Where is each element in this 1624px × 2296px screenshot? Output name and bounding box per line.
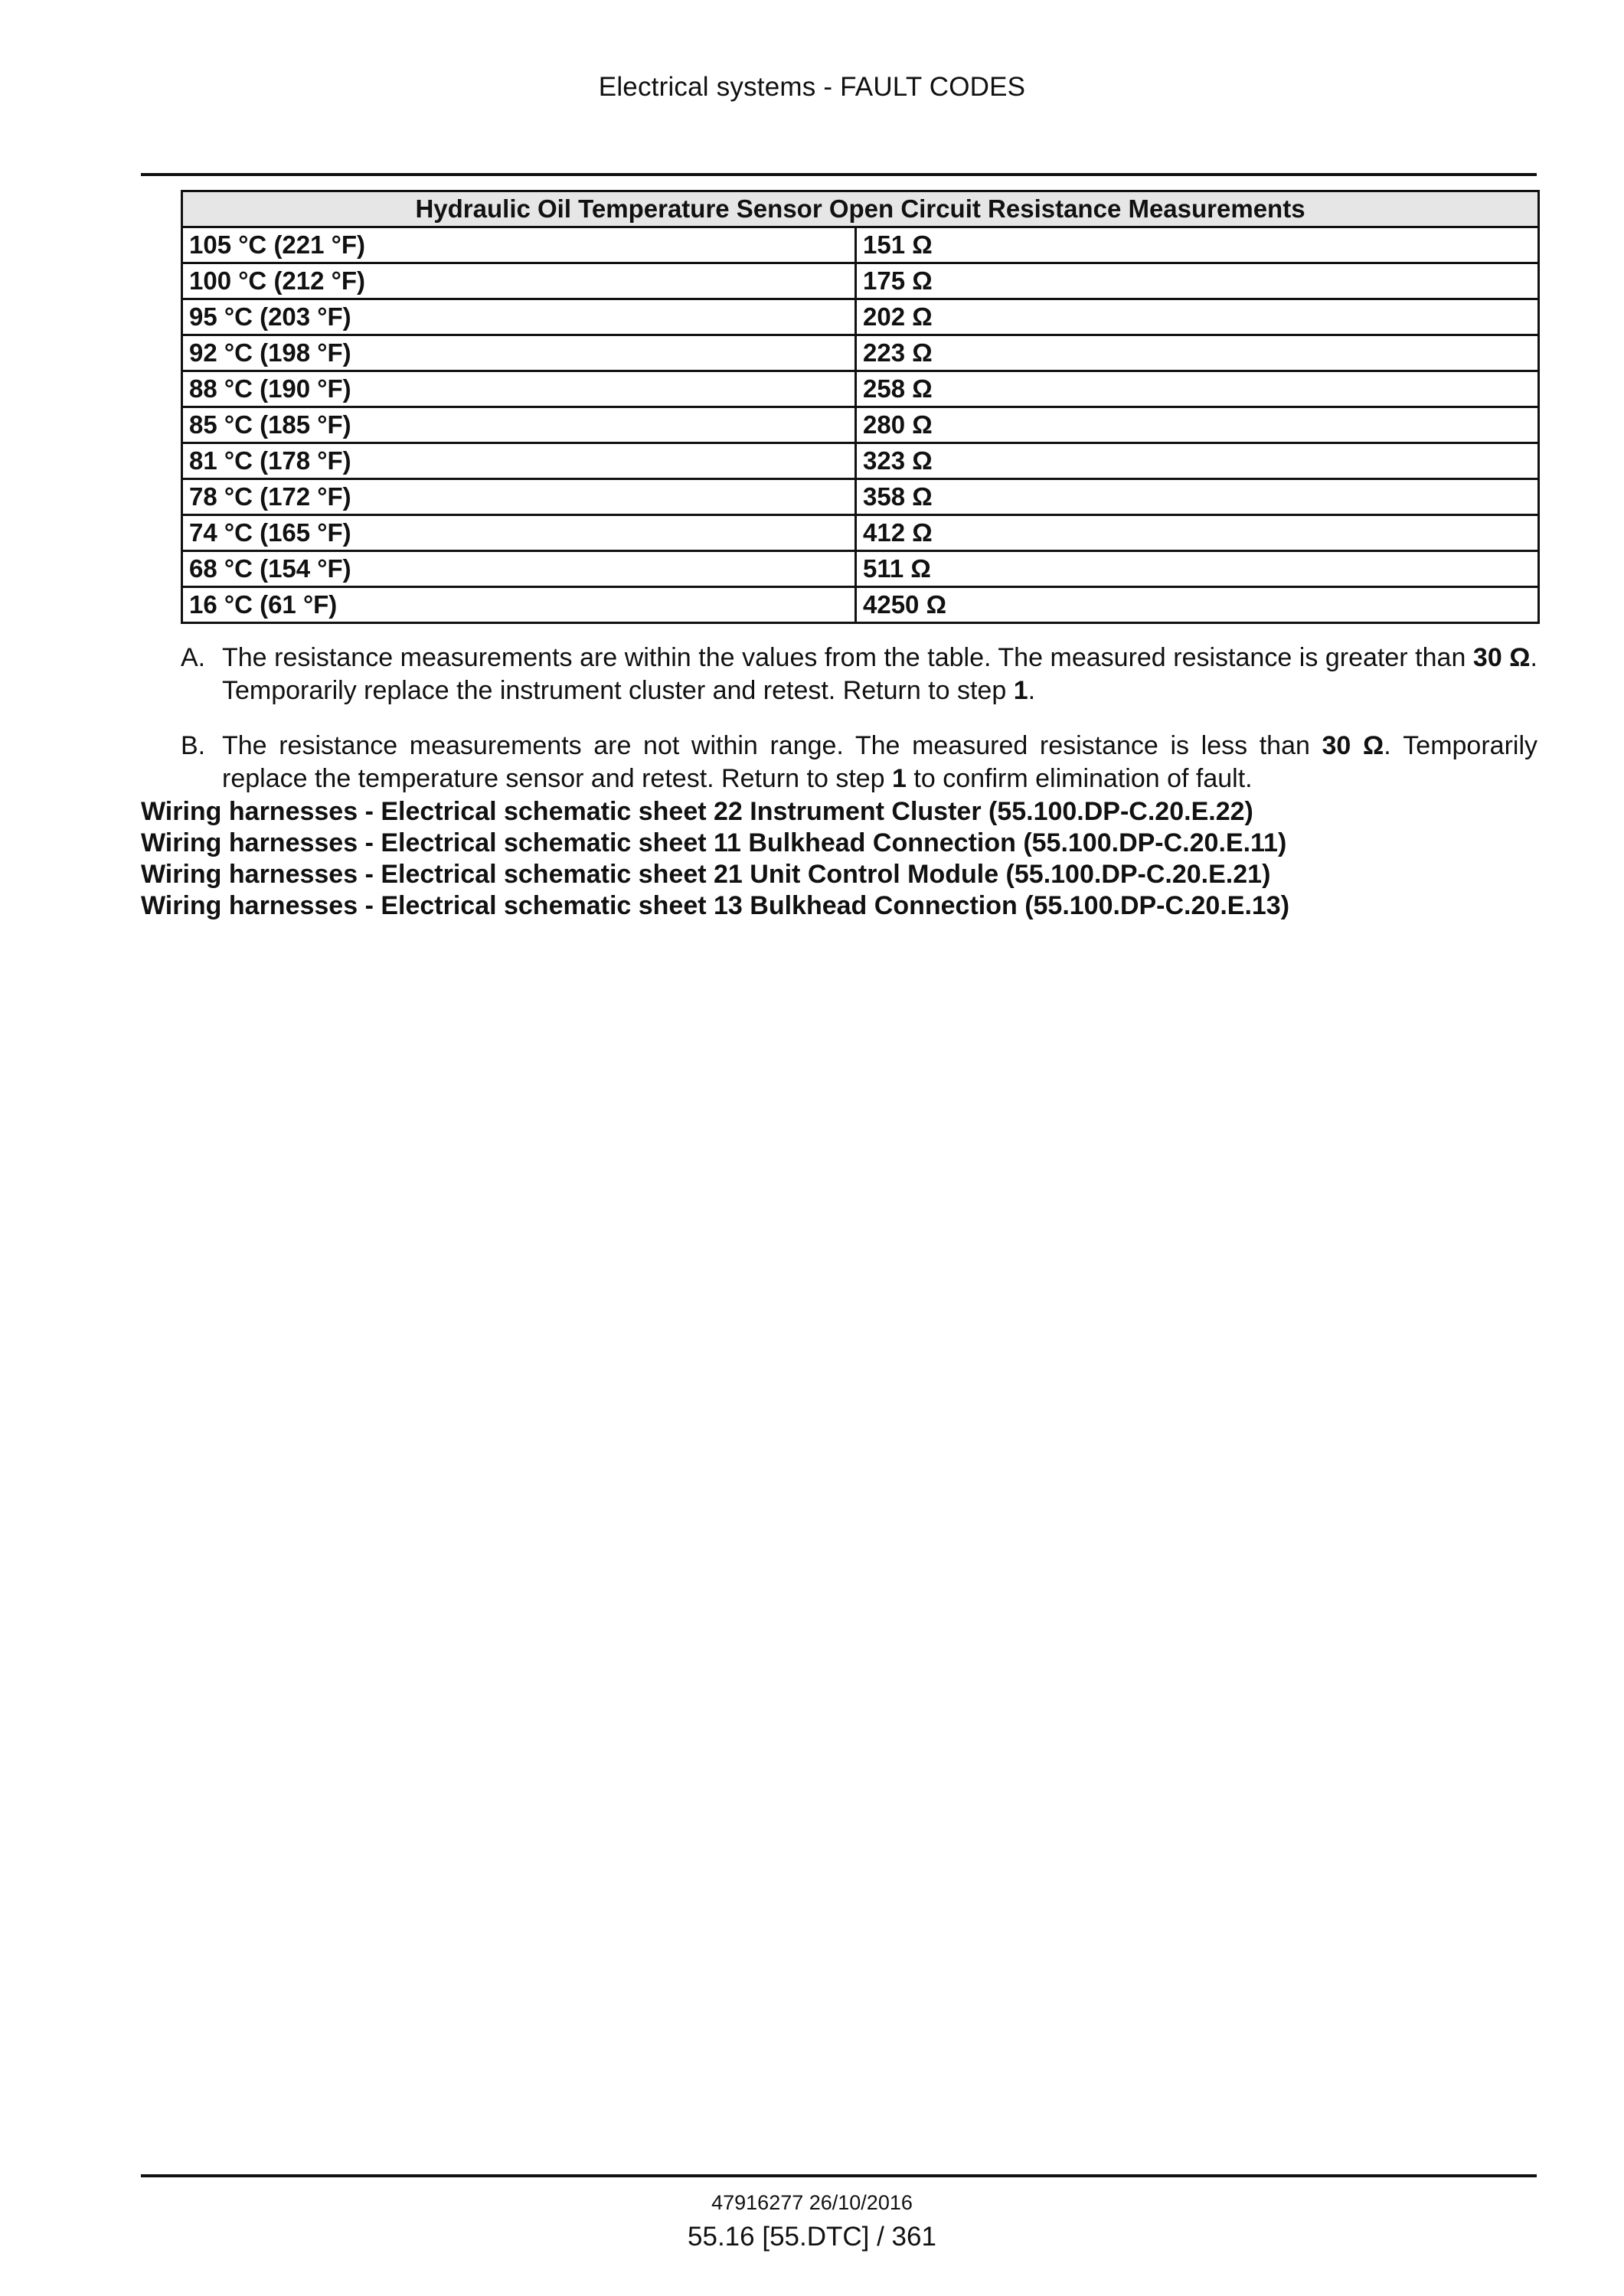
step-text: The resistance measurements are not within range. The measured resistance is less than	[222, 731, 1322, 760]
resistance-cell: 223 Ω	[856, 335, 1539, 371]
temp-celsius: 74 °C	[189, 518, 253, 547]
temp-fahrenheit: (178 °F)	[260, 446, 351, 475]
temperature-cell	[182, 443, 856, 479]
temp-fahrenheit: (154 °F)	[260, 554, 351, 583]
temp-fahrenheit: (165 °F)	[260, 518, 351, 547]
table-row	[182, 335, 1539, 371]
table-body	[182, 227, 1539, 623]
temp-fahrenheit: (61 °F)	[260, 590, 338, 619]
temp-celsius: 85 °C	[189, 410, 253, 439]
temperature-cell	[182, 227, 856, 263]
temp-fahrenheit: (172 °F)	[260, 482, 351, 511]
table-row	[182, 515, 1539, 551]
resistance-table	[181, 190, 1540, 624]
temp-celsius: 78 °C	[189, 482, 253, 511]
step-b	[181, 730, 1537, 795]
table-row	[182, 299, 1539, 335]
temperature-cell	[182, 407, 856, 443]
table-row	[182, 479, 1539, 515]
footer-page-number: 55.16 [55.DTC] / 361	[688, 2222, 936, 2252]
schematic-link-sheet-22[interactable]: Wiring harnesses - Electrical schematic sheet 22 Instrument Cluster (55.100.DP-C.20.E.22)	[141, 797, 1253, 826]
temp-fahrenheit: (203 °F)	[260, 302, 351, 331]
table-title-row	[182, 191, 1539, 227]
resistance-cell: 151 Ω	[856, 227, 1539, 263]
temperature-cell	[182, 371, 856, 407]
temp-fahrenheit: (212 °F)	[273, 266, 365, 295]
resistance-cell: 4250 Ω	[856, 587, 1539, 623]
schematic-link-sheet-21[interactable]: Wiring harnesses - Electrical schematic sheet 21 Unit Control Module (55.100.DP-C.20.E.21)	[141, 860, 1271, 889]
step-text: to confirm elimination of fault.	[906, 764, 1253, 793]
temperature-cell	[182, 299, 856, 335]
temp-celsius: 68 °C	[189, 554, 253, 583]
resistance-cell: 511 Ω	[856, 551, 1539, 587]
step-number: 1	[1013, 676, 1028, 705]
step-text: . Temporarily replace the instrument cluster and retest. Return to step	[222, 643, 1537, 705]
temperature-cell	[182, 335, 856, 371]
temperature-cell	[182, 515, 856, 551]
step-threshold: 30 Ω	[1472, 643, 1531, 672]
resistance-cell: 323 Ω	[856, 443, 1539, 479]
header-divider	[141, 173, 1537, 176]
temp-fahrenheit: (198 °F)	[260, 338, 351, 367]
footer-divider	[141, 2174, 1537, 2177]
step-a	[181, 642, 1537, 707]
page-header-title: Electrical systems - FAULT CODES	[598, 72, 1026, 102]
step-letter: B.	[181, 731, 206, 760]
temp-celsius: 81 °C	[189, 446, 253, 475]
schematic-link-sheet-13[interactable]: Wiring harnesses - Electrical schematic sheet 13 Bulkhead Connection (55.100.DP-C.20.E.13)	[141, 891, 1290, 920]
temp-celsius: 88 °C	[189, 374, 253, 403]
temp-celsius: 16 °C	[189, 590, 253, 619]
result-steps	[181, 642, 1537, 818]
temp-celsius: 105 °C	[189, 230, 267, 259]
table-row	[182, 443, 1539, 479]
resistance-cell: 175 Ω	[856, 263, 1539, 299]
table-row	[182, 587, 1539, 623]
table-title: Hydraulic Oil Temperature Sensor Open Circuit Resistance Measurements	[182, 191, 1539, 227]
table-row	[182, 227, 1539, 263]
temp-celsius: 100 °C	[189, 266, 267, 295]
step-threshold: 30 Ω	[1322, 731, 1384, 760]
table-row	[182, 371, 1539, 407]
step-text: . Temporarily replace the temperature sensor and retest. Return to step	[222, 731, 1537, 793]
schematic-link-sheet-11[interactable]: Wiring harnesses - Electrical schematic sheet 11 Bulkhead Connection (55.100.DP-C.20.E.11)	[141, 828, 1287, 857]
temp-fahrenheit: (190 °F)	[260, 374, 351, 403]
table-row	[182, 407, 1539, 443]
resistance-cell: 258 Ω	[856, 371, 1539, 407]
temp-fahrenheit: (221 °F)	[273, 230, 365, 259]
step-number: 1	[892, 764, 907, 793]
table-row	[182, 551, 1539, 587]
resistance-cell: 202 Ω	[856, 299, 1539, 335]
resistance-cell: 412 Ω	[856, 515, 1539, 551]
table-row	[182, 263, 1539, 299]
resistance-cell: 280 Ω	[856, 407, 1539, 443]
temp-fahrenheit: (185 °F)	[260, 410, 351, 439]
resistance-cell: 358 Ω	[856, 479, 1539, 515]
temp-celsius: 92 °C	[189, 338, 253, 367]
schematic-links	[141, 796, 1550, 922]
temperature-cell	[182, 479, 856, 515]
temperature-cell	[182, 551, 856, 587]
step-text: The resistance measurements are within the values from the table. The measured resistance is greater than	[222, 643, 1473, 672]
temperature-cell	[182, 587, 856, 623]
step-text: .	[1028, 676, 1036, 705]
temperature-cell	[182, 263, 856, 299]
temp-celsius: 95 °C	[189, 302, 253, 331]
step-letter: A.	[181, 643, 206, 672]
footer-doc-reference: 47916277 26/10/2016	[711, 2191, 913, 2214]
